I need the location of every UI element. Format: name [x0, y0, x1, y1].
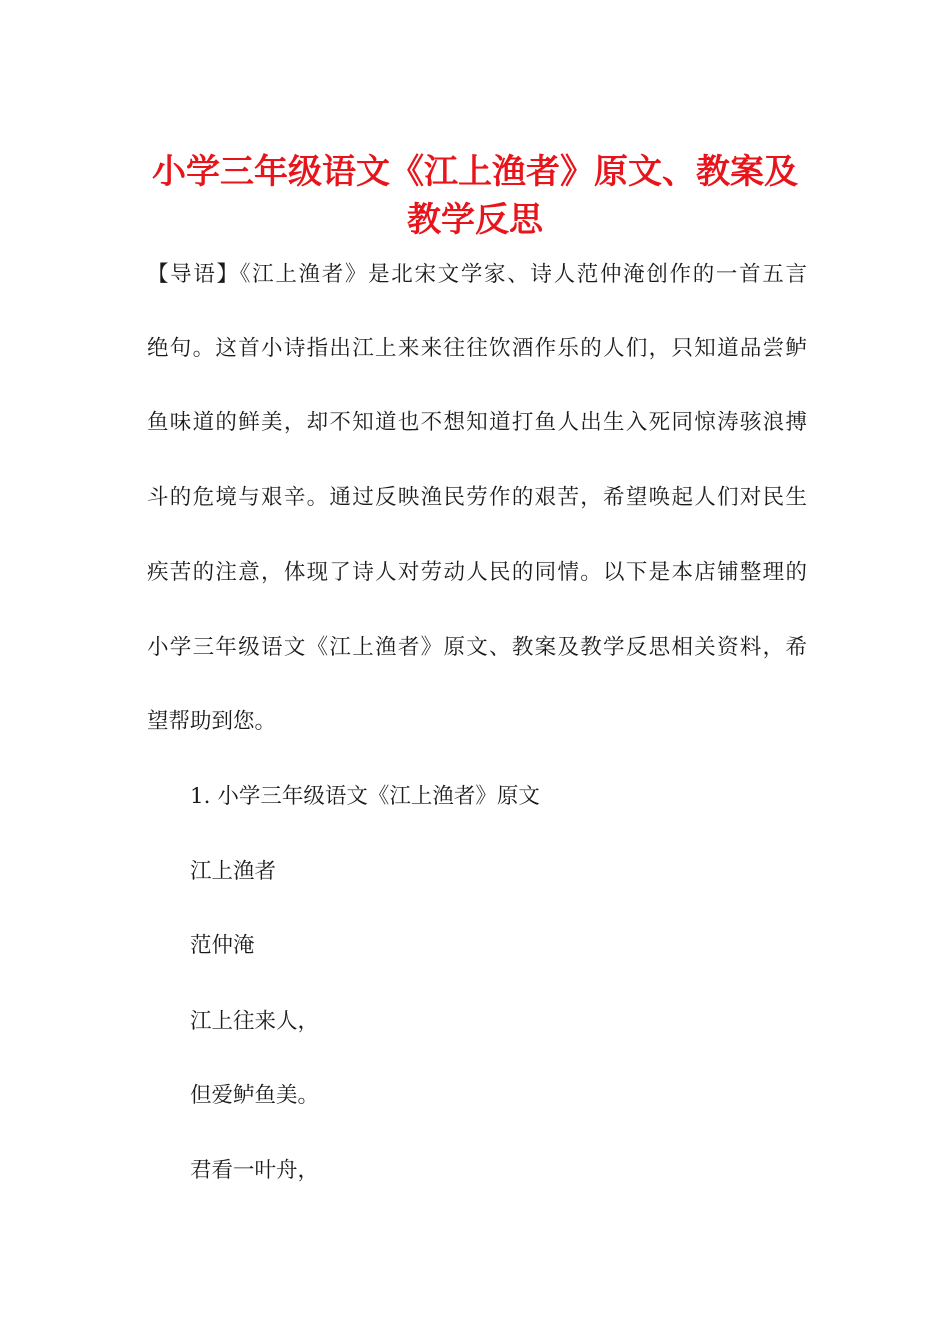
poem-line: 但爱鲈鱼美。 — [190, 1083, 320, 1108]
document-title-line-2: 教学反思 — [407, 200, 543, 240]
poem-title: 江上渔者 — [190, 859, 277, 884]
intro-line: 小学三年级语文《江上渔者》原文、教案及教学反思相关资料，希 — [147, 635, 807, 660]
intro-line: 鱼味道的鲜美，却不知道也不想知道打鱼人出生入死同惊涛骇浪搏 — [147, 410, 807, 435]
intro-line: 绝句。这首小诗指出江上来来往往饮酒作乐的人们，只知道品尝鲈 — [147, 336, 807, 361]
intro-line: 望帮助到您。 — [147, 709, 277, 734]
intro-line: 【导语】《江上渔者》是北宋文学家、诗人范仲淹创作的一首五言 — [147, 262, 807, 287]
poem-author: 范仲淹 — [190, 933, 255, 958]
intro-line: 斗的危境与艰辛。通过反映渔民劳作的艰苦，希望唤起人们对民生 — [147, 485, 807, 510]
document-title-line-1: 小学三年级语文《江上渔者》原文、教案及 — [152, 152, 798, 192]
poem-line: 江上往来人， — [190, 1009, 320, 1034]
section-heading: 1. 小学三年级语文《江上渔者》原文 — [190, 784, 540, 809]
poem-line: 君看一叶舟， — [190, 1158, 320, 1183]
intro-line: 疾苦的注意，体现了诗人对劳动人民的同情。以下是本店铺整理的 — [147, 560, 807, 585]
